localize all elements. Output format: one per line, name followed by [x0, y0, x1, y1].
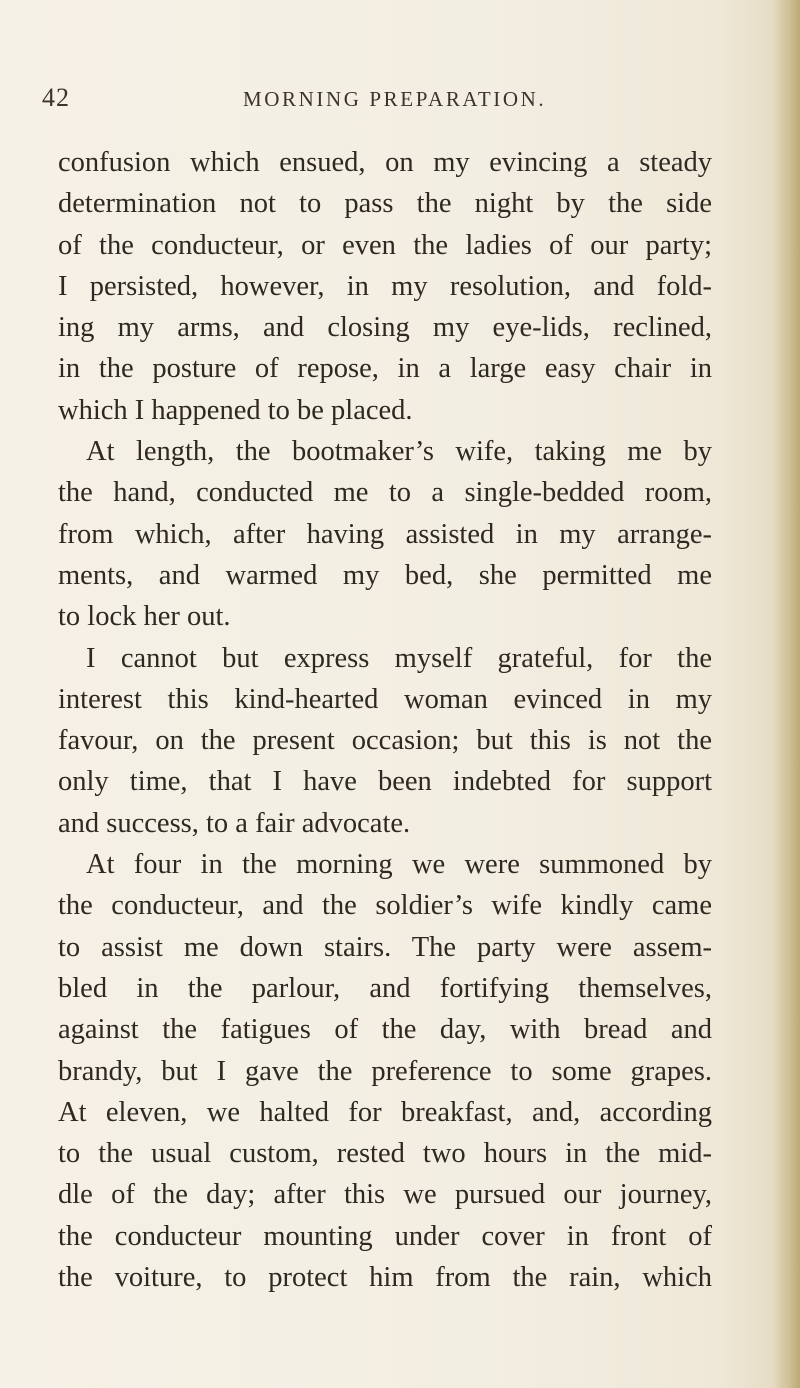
- text-line: favour, on the present occasion; but this is not the: [58, 725, 712, 757]
- text-line: At four in the morning we were summoned by: [86, 849, 712, 881]
- text-line: the conducteur, and the soldier’s wife kindly came: [58, 890, 712, 922]
- text-line: to lock her out.: [58, 601, 231, 633]
- text-line: the conducteur mounting under cover in front of: [58, 1220, 712, 1252]
- running-head: [0, 83, 800, 123]
- text-line: the voiture, to protect him from the rain, which: [58, 1262, 712, 1294]
- text-line: ments, and warmed my bed, she permitted me: [58, 559, 712, 591]
- text-line: to the usual custom, rested two hours in the mid-: [58, 1138, 712, 1170]
- text-line: I persisted, however, in my resolution, and fold-: [58, 270, 712, 302]
- text-line: the hand, conducted me to a single-bedded room,: [58, 477, 712, 509]
- running-head-title: MORNING PREPARATION.: [243, 87, 547, 111]
- text-line: in the posture of repose, in a large easy chair in: [58, 353, 712, 385]
- text-line: from which, after having assisted in my arrange-: [58, 518, 712, 550]
- text-line: which I happened to be placed.: [58, 394, 413, 426]
- text-line: At eleven, we halted for breakfast, and, according: [58, 1096, 712, 1128]
- text-line: determination not to pass the night by the side: [58, 188, 712, 220]
- text-line: interest this kind-hearted woman evinced in my: [58, 683, 712, 715]
- text-line: bled in the parlour, and fortifying themselves,: [58, 972, 712, 1004]
- page-edge-shadow: [772, 0, 800, 1388]
- page-number: 42: [42, 83, 70, 112]
- text-line: and success, to a fair advocate.: [58, 807, 411, 839]
- text-line: At length, the bootmaker’s wife, taking me by: [86, 436, 712, 468]
- text-line: dle of the day; after this we pursued our journey,: [58, 1179, 712, 1211]
- text-line: of the conducteur, or even the ladies of our party;: [58, 229, 712, 261]
- text-line: only time, that I have been indebted for support: [58, 766, 712, 798]
- body-text: [58, 142, 712, 1298]
- text-line: brandy, but I gave the preference to some grapes.: [58, 1055, 712, 1087]
- text-line: I cannot but express myself grateful, for the: [86, 642, 712, 674]
- text-line: confusion which ensued, on my evincing a steady: [58, 147, 712, 178]
- text-line: to assist me down stairs. The party were assem-: [58, 931, 712, 963]
- text-line: against the fatigues of the day, with bread and: [58, 1014, 712, 1046]
- text-line: ing my arms, and closing my eye-lids, reclined,: [58, 312, 712, 344]
